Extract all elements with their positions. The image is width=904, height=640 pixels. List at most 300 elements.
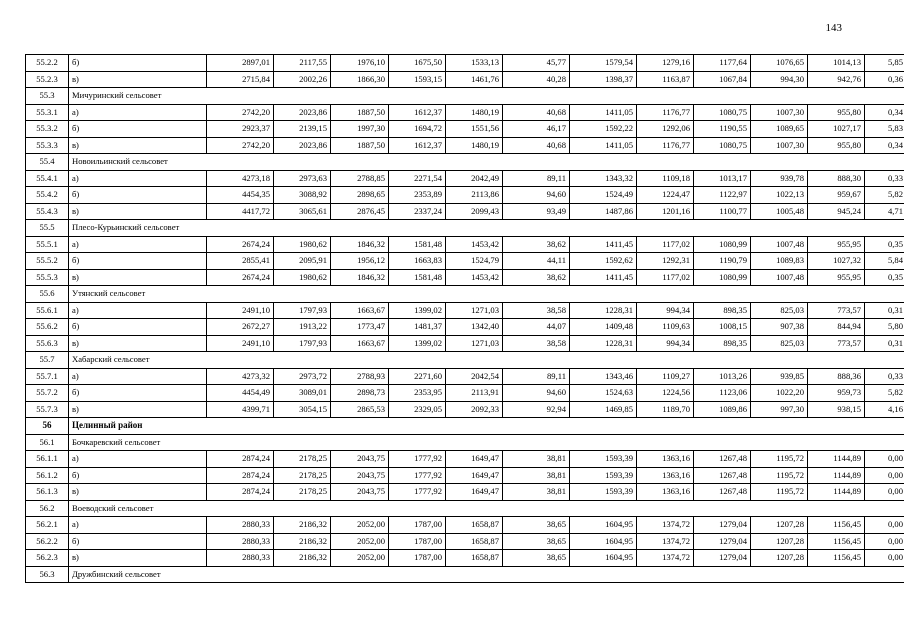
section-name: Мичуринский сельсовет <box>69 88 904 105</box>
table-cell: 2052,00 <box>331 550 389 567</box>
table-cell: 44,07 <box>503 319 570 336</box>
table-cell: 2874,24 <box>207 484 274 501</box>
table-cell: 1007,30 <box>751 104 808 121</box>
table-cell: 1411,45 <box>570 236 637 253</box>
row-option-label: в) <box>69 335 207 352</box>
row-code: 56.2.3 <box>26 550 69 567</box>
section-header-row <box>26 352 904 369</box>
table-cell: 46,17 <box>503 121 570 138</box>
table-cell: 38,81 <box>503 451 570 468</box>
table-cell: 0,31 <box>865 302 904 319</box>
table-cell: 38,62 <box>503 269 570 286</box>
table-cell: 1777,92 <box>389 451 446 468</box>
table-cell: 1658,87 <box>446 517 503 534</box>
table-cell: 1156,45 <box>808 517 865 534</box>
table-cell: 1224,56 <box>637 385 694 402</box>
table-cell: 1592,22 <box>570 121 637 138</box>
table-row <box>26 253 904 270</box>
row-option-label: а) <box>69 302 207 319</box>
table-row <box>26 104 904 121</box>
table-row <box>26 401 904 418</box>
table-cell: 1195,72 <box>751 467 808 484</box>
table-cell: 898,35 <box>694 335 751 352</box>
section-name: Дружбинский сельсовет <box>69 566 904 583</box>
row-code: 56.2 <box>26 500 69 517</box>
table-cell: 1014,13 <box>808 55 865 72</box>
table-cell: 1694,72 <box>389 121 446 138</box>
table-cell: 2113,91 <box>446 385 503 402</box>
table-cell: 2898,73 <box>331 385 389 402</box>
table-cell: 1658,87 <box>446 550 503 567</box>
table-cell: 1675,50 <box>389 55 446 72</box>
table-cell: 1374,72 <box>637 550 694 567</box>
table-cell: 2043,75 <box>331 467 389 484</box>
section-name: Утянский сельсовет <box>69 286 904 303</box>
table-cell: 1787,00 <box>389 550 446 567</box>
table-cell: 5,80 <box>865 319 904 336</box>
table-cell: 994,30 <box>751 71 808 88</box>
section-name: Плесо-Курьинский сельсовет <box>69 220 904 237</box>
table-cell: 1524,63 <box>570 385 637 402</box>
row-option-label: в) <box>69 269 207 286</box>
table-cell: 2178,25 <box>274 467 331 484</box>
table-cell: 38,65 <box>503 550 570 567</box>
table-cell: 3088,92 <box>274 187 331 204</box>
table-cell: 1997,30 <box>331 121 389 138</box>
table-cell: 2491,10 <box>207 302 274 319</box>
table-cell: 1980,62 <box>274 269 331 286</box>
table-cell: 1604,95 <box>570 550 637 567</box>
table-cell: 2043,75 <box>331 484 389 501</box>
table-cell: 0,00 <box>865 451 904 468</box>
table-cell: 1579,54 <box>570 55 637 72</box>
table-cell: 2186,32 <box>274 533 331 550</box>
table-row <box>26 484 904 501</box>
table-cell: 939,78 <box>751 170 808 187</box>
table-cell: 38,58 <box>503 302 570 319</box>
table-cell: 1027,32 <box>808 253 865 270</box>
table-cell: 1109,27 <box>637 368 694 385</box>
table-cell: 2095,91 <box>274 253 331 270</box>
table-cell: 2023,86 <box>274 137 331 154</box>
table-cell: 4417,72 <box>207 203 274 220</box>
table-cell: 1363,16 <box>637 467 694 484</box>
table-cell: 38,62 <box>503 236 570 253</box>
table-cell: 1787,00 <box>389 533 446 550</box>
table-cell: 1027,17 <box>808 121 865 138</box>
table-cell: 40,28 <box>503 71 570 88</box>
table-cell: 1649,47 <box>446 467 503 484</box>
table-cell: 1453,42 <box>446 236 503 253</box>
table-cell: 1267,48 <box>694 467 751 484</box>
table-cell: 1190,55 <box>694 121 751 138</box>
row-code: 56.1.3 <box>26 484 69 501</box>
table-cell: 1469,85 <box>570 401 637 418</box>
table-cell: 4,16 <box>865 401 904 418</box>
table-cell: 1980,62 <box>274 236 331 253</box>
table-cell: 1846,32 <box>331 236 389 253</box>
table-cell: 1533,13 <box>446 55 503 72</box>
row-option-label: а) <box>69 368 207 385</box>
row-code: 55.5 <box>26 220 69 237</box>
table-cell: 1207,28 <box>751 517 808 534</box>
table-cell: 1913,22 <box>274 319 331 336</box>
table-cell: 1461,76 <box>446 71 503 88</box>
table-cell: 955,80 <box>808 104 865 121</box>
row-code: 55.4.2 <box>26 187 69 204</box>
table-row <box>26 335 904 352</box>
table-cell: 5,82 <box>865 385 904 402</box>
table-cell: 2042,49 <box>446 170 503 187</box>
table-cell: 40,68 <box>503 104 570 121</box>
table-cell: 1123,06 <box>694 385 751 402</box>
table-cell: 773,57 <box>808 302 865 319</box>
table-cell: 38,65 <box>503 517 570 534</box>
table-cell: 1887,50 <box>331 104 389 121</box>
table-cell: 1089,65 <box>751 121 808 138</box>
table-cell: 0,33 <box>865 170 904 187</box>
table-cell: 2178,25 <box>274 451 331 468</box>
row-option-label: в) <box>69 484 207 501</box>
table-cell: 1013,26 <box>694 368 751 385</box>
table-cell: 1787,00 <box>389 517 446 534</box>
table-row <box>26 137 904 154</box>
table-cell: 1177,02 <box>637 269 694 286</box>
table-cell: 1076,65 <box>751 55 808 72</box>
table-cell: 4399,71 <box>207 401 274 418</box>
row-code: 55.3 <box>26 88 69 105</box>
table-cell: 2973,63 <box>274 170 331 187</box>
table-cell: 1658,87 <box>446 533 503 550</box>
row-code: 56.1.1 <box>26 451 69 468</box>
table-cell: 0,35 <box>865 269 904 286</box>
table-cell: 2271,54 <box>389 170 446 187</box>
table-cell: 1480,19 <box>446 104 503 121</box>
table-cell: 1067,84 <box>694 71 751 88</box>
table-row <box>26 71 904 88</box>
table-cell: 2491,10 <box>207 335 274 352</box>
table-cell: 2271,60 <box>389 368 446 385</box>
row-code: 55.7.3 <box>26 401 69 418</box>
table-cell: 1649,47 <box>446 451 503 468</box>
table-cell: 898,35 <box>694 302 751 319</box>
table-cell: 1190,79 <box>694 253 751 270</box>
row-option-label: б) <box>69 121 207 138</box>
table-cell: 0,35 <box>865 236 904 253</box>
table-cell: 2052,00 <box>331 533 389 550</box>
row-code: 56.2.2 <box>26 533 69 550</box>
row-option-label: в) <box>69 550 207 567</box>
table-cell: 1797,93 <box>274 335 331 352</box>
table-cell: 907,38 <box>751 319 808 336</box>
table-cell: 1267,48 <box>694 484 751 501</box>
table-cell: 1007,48 <box>751 236 808 253</box>
table-row <box>26 203 904 220</box>
table-cell: 955,95 <box>808 269 865 286</box>
table-cell: 1593,15 <box>389 71 446 88</box>
table-cell: 2855,41 <box>207 253 274 270</box>
table-cell: 3089,01 <box>274 385 331 402</box>
table-cell: 939,85 <box>751 368 808 385</box>
table-cell: 1593,39 <box>570 484 637 501</box>
table-cell: 1156,45 <box>808 550 865 567</box>
table-cell: 1399,02 <box>389 302 446 319</box>
table-cell: 4,71 <box>865 203 904 220</box>
table-cell: 1581,48 <box>389 236 446 253</box>
section-header-row <box>26 220 904 237</box>
table-cell: 1409,48 <box>570 319 637 336</box>
table-cell: 44,11 <box>503 253 570 270</box>
section-header-row <box>26 286 904 303</box>
table-cell: 2043,75 <box>331 451 389 468</box>
table-cell: 1189,70 <box>637 401 694 418</box>
table-cell: 2876,45 <box>331 203 389 220</box>
table-cell: 1007,48 <box>751 269 808 286</box>
table-cell: 1866,30 <box>331 71 389 88</box>
table-cell: 2923,37 <box>207 121 274 138</box>
table-cell: 1551,56 <box>446 121 503 138</box>
table-row <box>26 269 904 286</box>
table-cell: 2002,26 <box>274 71 331 88</box>
table-row <box>26 236 904 253</box>
table-cell: 1207,28 <box>751 533 808 550</box>
table-cell: 955,95 <box>808 236 865 253</box>
table-cell: 1593,39 <box>570 467 637 484</box>
table-cell: 1279,04 <box>694 550 751 567</box>
table-cell: 38,58 <box>503 335 570 352</box>
row-option-label: в) <box>69 71 207 88</box>
row-option-label: в) <box>69 203 207 220</box>
table-cell: 955,80 <box>808 137 865 154</box>
table-cell: 0,34 <box>865 137 904 154</box>
table-cell: 1593,39 <box>570 451 637 468</box>
table-cell: 1228,31 <box>570 302 637 319</box>
table-cell: 942,76 <box>808 71 865 88</box>
table-cell: 1007,30 <box>751 137 808 154</box>
table-cell: 89,11 <box>503 368 570 385</box>
table-cell: 1976,10 <box>331 55 389 72</box>
table-cell: 2672,27 <box>207 319 274 336</box>
table-row <box>26 302 904 319</box>
table-cell: 2178,25 <box>274 484 331 501</box>
table-cell: 1398,37 <box>570 71 637 88</box>
row-option-label: в) <box>69 401 207 418</box>
table-cell: 1604,95 <box>570 517 637 534</box>
table-cell: 2897,01 <box>207 55 274 72</box>
row-option-label: б) <box>69 385 207 402</box>
table-cell: 1663,83 <box>389 253 446 270</box>
row-code: 56.1.2 <box>26 467 69 484</box>
row-code: 56 <box>26 418 69 435</box>
table-cell: 844,94 <box>808 319 865 336</box>
row-option-label: б) <box>69 55 207 72</box>
table-cell: 0,00 <box>865 517 904 534</box>
row-option-label: в) <box>69 137 207 154</box>
table-cell: 2788,85 <box>331 170 389 187</box>
table-cell: 92,94 <box>503 401 570 418</box>
table-cell: 1080,99 <box>694 236 751 253</box>
table-cell: 0,34 <box>865 104 904 121</box>
row-code: 55.7 <box>26 352 69 369</box>
table-cell: 1592,62 <box>570 253 637 270</box>
table-cell: 5,84 <box>865 253 904 270</box>
table-cell: 0,36 <box>865 71 904 88</box>
table-cell: 2865,53 <box>331 401 389 418</box>
table-cell: 2186,32 <box>274 517 331 534</box>
table-cell: 0,00 <box>865 550 904 567</box>
row-option-label: а) <box>69 236 207 253</box>
section-name: Бочкаревский сельсовет <box>69 434 904 451</box>
row-option-label: а) <box>69 170 207 187</box>
table-cell: 945,24 <box>808 203 865 220</box>
table-cell: 1956,12 <box>331 253 389 270</box>
row-option-label: б) <box>69 319 207 336</box>
table-cell: 1109,18 <box>637 170 694 187</box>
section-header-row <box>26 434 904 451</box>
table-cell: 1604,95 <box>570 533 637 550</box>
table-row <box>26 467 904 484</box>
page-number: 143 <box>825 22 842 34</box>
row-code: 55.2.3 <box>26 71 69 88</box>
table-cell: 94,60 <box>503 385 570 402</box>
section-name: Воеводский сельсовет <box>69 500 904 517</box>
table-cell: 1374,72 <box>637 517 694 534</box>
table-cell: 1089,83 <box>751 253 808 270</box>
row-option-label: а) <box>69 104 207 121</box>
table-cell: 1279,04 <box>694 533 751 550</box>
table-cell: 1144,89 <box>808 451 865 468</box>
row-code: 55.3.2 <box>26 121 69 138</box>
row-code: 55.6 <box>26 286 69 303</box>
table-cell: 5,83 <box>865 121 904 138</box>
table-cell: 1777,92 <box>389 484 446 501</box>
table-cell: 1144,89 <box>808 467 865 484</box>
table-cell: 2353,95 <box>389 385 446 402</box>
table-row <box>26 517 904 534</box>
table-cell: 1100,77 <box>694 203 751 220</box>
table-cell: 2042,54 <box>446 368 503 385</box>
table-cell: 45,77 <box>503 55 570 72</box>
row-code: 55.5.1 <box>26 236 69 253</box>
table-cell: 2715,84 <box>207 71 274 88</box>
table-cell: 1581,48 <box>389 269 446 286</box>
table-cell: 1363,16 <box>637 484 694 501</box>
table-cell: 3054,15 <box>274 401 331 418</box>
row-code: 56.3 <box>26 566 69 583</box>
table-cell: 1177,64 <box>694 55 751 72</box>
table-cell: 4454,35 <box>207 187 274 204</box>
table-cell: 5,85 <box>865 55 904 72</box>
table-cell: 1201,16 <box>637 203 694 220</box>
table-cell: 5,82 <box>865 187 904 204</box>
table-cell: 1524,79 <box>446 253 503 270</box>
table-cell: 1279,16 <box>637 55 694 72</box>
table-cell: 0,00 <box>865 484 904 501</box>
table-cell: 1080,99 <box>694 269 751 286</box>
row-code: 55.5.3 <box>26 269 69 286</box>
table-cell: 1207,28 <box>751 550 808 567</box>
table-cell: 2113,86 <box>446 187 503 204</box>
table-cell: 4454,49 <box>207 385 274 402</box>
table-cell: 1271,03 <box>446 335 503 352</box>
table-cell: 1846,32 <box>331 269 389 286</box>
table-row <box>26 451 904 468</box>
table-cell: 1271,03 <box>446 302 503 319</box>
table-cell: 938,15 <box>808 401 865 418</box>
table-cell: 1224,47 <box>637 187 694 204</box>
table-cell: 2186,32 <box>274 550 331 567</box>
table-cell: 2742,20 <box>207 104 274 121</box>
table-cell: 994,34 <box>637 335 694 352</box>
row-code: 55.4 <box>26 154 69 171</box>
table-cell: 1343,46 <box>570 368 637 385</box>
table-cell: 1144,89 <box>808 484 865 501</box>
district-header-row <box>26 418 904 435</box>
table-cell: 1773,47 <box>331 319 389 336</box>
table-cell: 2788,93 <box>331 368 389 385</box>
table-cell: 94,60 <box>503 187 570 204</box>
table-cell: 1480,19 <box>446 137 503 154</box>
table-cell: 994,34 <box>637 302 694 319</box>
table-cell: 1411,05 <box>570 104 637 121</box>
table-cell: 38,81 <box>503 484 570 501</box>
table-cell: 0,00 <box>865 467 904 484</box>
table-cell: 38,65 <box>503 533 570 550</box>
table-cell: 959,73 <box>808 385 865 402</box>
table-cell: 1292,06 <box>637 121 694 138</box>
table-cell: 93,49 <box>503 203 570 220</box>
table-cell: 4273,18 <box>207 170 274 187</box>
row-option-label: б) <box>69 253 207 270</box>
table-row <box>26 319 904 336</box>
table-cell: 2099,43 <box>446 203 503 220</box>
table-row <box>26 385 904 402</box>
table-cell: 2898,65 <box>331 187 389 204</box>
table-cell: 1080,75 <box>694 104 751 121</box>
row-code: 55.5.2 <box>26 253 69 270</box>
table-cell: 1612,37 <box>389 137 446 154</box>
table-cell: 38,81 <box>503 467 570 484</box>
row-option-label: б) <box>69 187 207 204</box>
table-cell: 2742,20 <box>207 137 274 154</box>
table-cell: 825,03 <box>751 302 808 319</box>
table-row <box>26 170 904 187</box>
table-cell: 2023,86 <box>274 104 331 121</box>
table-cell: 2329,05 <box>389 401 446 418</box>
row-code: 55.6.3 <box>26 335 69 352</box>
table-cell: 2973,72 <box>274 368 331 385</box>
table-cell: 1022,20 <box>751 385 808 402</box>
table-cell: 1777,92 <box>389 467 446 484</box>
table-cell: 2337,24 <box>389 203 446 220</box>
table-row <box>26 550 904 567</box>
row-code: 55.6.2 <box>26 319 69 336</box>
row-code: 55.6.1 <box>26 302 69 319</box>
section-header-row <box>26 566 904 583</box>
row-code: 55.2.2 <box>26 55 69 72</box>
table-cell: 1797,93 <box>274 302 331 319</box>
table-cell: 40,68 <box>503 137 570 154</box>
tariff-table <box>25 54 904 583</box>
table-cell: 1022,13 <box>751 187 808 204</box>
district-name: Целинный район <box>69 418 904 435</box>
table-cell: 1487,86 <box>570 203 637 220</box>
table-cell: 89,11 <box>503 170 570 187</box>
table-cell: 1663,67 <box>331 335 389 352</box>
table-row <box>26 121 904 138</box>
table-cell: 888,36 <box>808 368 865 385</box>
table-cell: 2880,33 <box>207 550 274 567</box>
